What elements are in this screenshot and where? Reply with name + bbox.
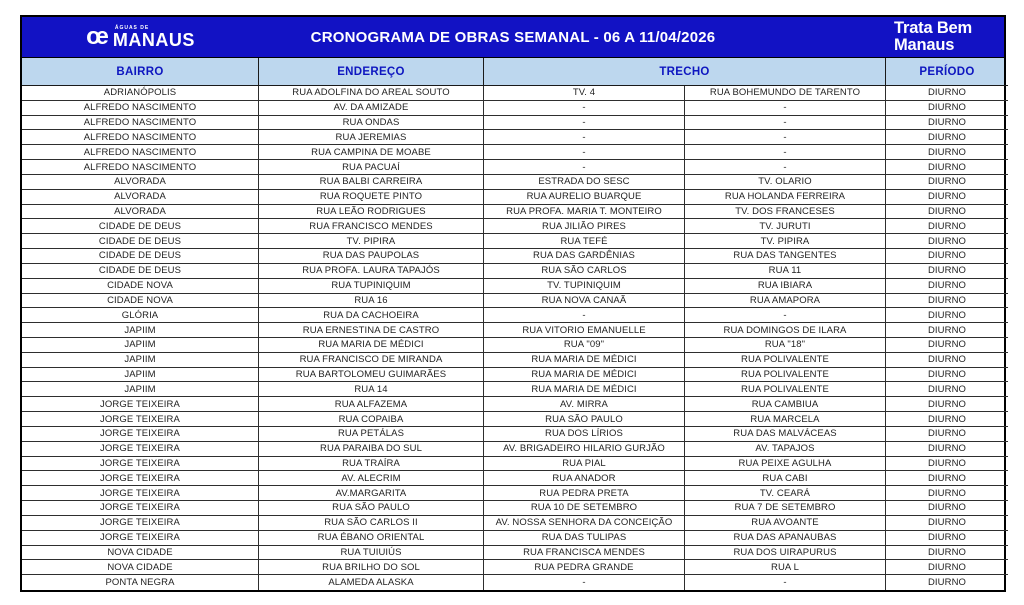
bairro-cell: ADRIANÓPOLIS [22,86,259,101]
trecho-end-cell: RUA AVOANTE [685,516,886,531]
table-body [22,86,1004,590]
trecho-start-cell: RUA VITORIO EMANUELLE [484,323,685,338]
periodo-cell: DIURNO [886,427,1008,442]
periodo-cell: DIURNO [886,101,1008,116]
table-row [22,471,1008,486]
endereco-cell: ALAMEDA ALASKA [259,575,484,590]
trecho-end-cell: TV. PIPIRA [685,234,886,249]
trecho-start-cell: RUA SÃO CARLOS [484,264,685,279]
endereco-cell: RUA BALBI CARREIRA [259,175,484,190]
bairro-cell: ALVORADA [22,190,259,205]
bairro-cell: NOVA CIDADE [22,560,259,575]
bairro-cell: ALFREDO NASCIMENTO [22,130,259,145]
table-row [22,279,1008,294]
table-row [22,190,1008,205]
trecho-end-cell: - [685,308,886,323]
aegea-ae-icon: œ [86,23,107,50]
periodo-cell: DIURNO [886,279,1008,294]
endereco-cell: RUA PETÁLAS [259,427,484,442]
logo-top-label: ÁGUAS DE [114,25,150,31]
periodo-cell: DIURNO [886,160,1008,175]
trecho-start-cell: - [484,116,685,131]
endereco-cell: RUA FRANCISCO DE MIRANDA [259,353,484,368]
periodo-cell: DIURNO [886,412,1008,427]
trecho-end-cell: RUA MARCELA [685,412,886,427]
table-row [22,353,1008,368]
periodo-cell: DIURNO [886,264,1008,279]
bairro-cell: JAPIIM [22,382,259,397]
endereco-cell: AV. DA AMIZADE [259,101,484,116]
trecho-end-cell: RUA L [685,560,886,575]
trecho-start-cell: AV. NOSSA SENHORA DA CONCEIÇÃO [484,516,685,531]
trecho-end-cell: RUA 11 [685,264,886,279]
trecho-end-cell: RUA DAS TANGENTES [685,249,886,264]
trecho-end-cell: - [685,160,886,175]
endereco-cell: RUA ONDAS [259,116,484,131]
trecho-start-cell: RUA DAS TULIPAS [484,531,685,546]
column-header-bairro: BAIRRO [22,58,259,86]
periodo-cell: DIURNO [886,486,1008,501]
trecho-start-cell: RUA NOVA CANAÃ [484,294,685,309]
trecho-start-cell: RUA MARIA DE MÉDICI [484,353,685,368]
periodo-cell: DIURNO [886,145,1008,160]
bairro-cell: ALFREDO NASCIMENTO [22,160,259,175]
table-row [22,308,1008,323]
bairro-cell: CIDADE NOVA [22,294,259,309]
table-row [22,160,1008,175]
periodo-cell: DIURNO [886,338,1008,353]
periodo-cell: DIURNO [886,368,1008,383]
bairro-cell: JORGE TEIXEIRA [22,397,259,412]
bairro-cell: CIDADE DE DEUS [22,234,259,249]
bairro-cell: JORGE TEIXEIRA [22,471,259,486]
endereco-cell: RUA ERNESTINA DE CASTRO [259,323,484,338]
table-row [22,130,1008,145]
trecho-start-cell: AV. BRIGADEIRO HILARIO GURJÃO [484,442,685,457]
trecho-start-cell: RUA PIAL [484,457,685,472]
table-row [22,560,1008,575]
bairro-cell: ALVORADA [22,205,259,220]
table-row [22,86,1008,101]
table-row [22,368,1008,383]
table-row [22,531,1008,546]
table-header-row [22,58,1004,86]
trecho-start-cell: RUA ANADOR [484,471,685,486]
column-header-periodo: PERÍODO [886,58,1008,86]
trecho-start-cell: RUA AURELIO BUARQUE [484,190,685,205]
bairro-cell: ALFREDO NASCIMENTO [22,145,259,160]
trecho-start-cell: - [484,145,685,160]
trecho-start-cell: RUA SÃO PAULO [484,412,685,427]
periodo-cell: DIURNO [886,219,1008,234]
endereco-cell: RUA JEREMIAS [259,130,484,145]
table-row [22,427,1008,442]
endereco-cell: RUA TUIUIÚS [259,546,484,561]
table-row [22,338,1008,353]
bairro-cell: JAPIIM [22,323,259,338]
endereco-cell: RUA MARIA DE MÉDICI [259,338,484,353]
trecho-start-cell: RUA MARIA DE MÉDICI [484,368,685,383]
table-row [22,457,1008,472]
table-row [22,323,1008,338]
periodo-cell: DIURNO [886,130,1008,145]
trecho-end-cell: RUA POLIVALENTE [685,382,886,397]
table-row [22,205,1008,220]
bairro-cell: JORGE TEIXEIRA [22,501,259,516]
endereco-cell: RUA DA CACHOEIRA [259,308,484,323]
endereco-cell: TV. PIPIRA [259,234,484,249]
trecho-start-cell: RUA PEDRA PRETA [484,486,685,501]
logo-name: MANAUS [112,30,195,50]
bairro-cell: JORGE TEIXEIRA [22,531,259,546]
trecho-start-cell: RUA DOS LÍRIOS [484,427,685,442]
trecho-end-cell: RUA DOMINGOS DE ILARA [685,323,886,338]
bairro-cell: JORGE TEIXEIRA [22,442,259,457]
trecho-start-cell: RUA PROFA. MARIA T. MONTEIRO [484,205,685,220]
periodo-cell: DIURNO [886,382,1008,397]
trecho-start-cell: TV. 4 [484,86,685,101]
table-row [22,412,1008,427]
bairro-cell: JORGE TEIXEIRA [22,516,259,531]
table-row [22,575,1008,590]
periodo-cell: DIURNO [886,86,1008,101]
trecho-end-cell: TV. JURUTI [685,219,886,234]
endereco-cell: RUA ROQUETE PINTO [259,190,484,205]
bairro-cell: JORGE TEIXEIRA [22,412,259,427]
trecho-start-cell: RUA JILIÃO PIRES [484,219,685,234]
trecho-start-cell: - [484,575,685,590]
trecho-start-cell: RUA FRANCISCA MENDES [484,546,685,561]
table-row [22,294,1008,309]
table-row [22,546,1008,561]
brand-line2: Manaus [894,36,955,54]
trecho-end-cell: RUA DOS UIRAPURUS [685,546,886,561]
endereco-cell: RUA COPAIBA [259,412,484,427]
trecho-start-cell: AV. MIRRA [484,397,685,412]
trecho-end-cell: - [685,145,886,160]
trecho-start-cell: - [484,160,685,175]
table-row [22,516,1008,531]
table-row [22,219,1008,234]
bairro-cell: CIDADE DE DEUS [22,219,259,234]
column-header-endereco: ENDEREÇO [259,58,484,86]
bairro-cell: NOVA CIDADE [22,546,259,561]
periodo-cell: DIURNO [886,323,1008,338]
periodo-cell: DIURNO [886,560,1008,575]
trecho-end-cell: RUA HOLANDA FERREIRA [685,190,886,205]
endereco-cell: RUA TRAÍRA [259,457,484,472]
endereco-cell: AV.MARGARITA [259,486,484,501]
bairro-cell: JAPIIM [22,338,259,353]
trecho-start-cell: - [484,130,685,145]
bairro-cell: CIDADE NOVA [22,279,259,294]
periodo-cell: DIURNO [886,234,1008,249]
trecho-start-cell: RUA MARIA DE MÉDICI [484,382,685,397]
endereco-cell: RUA ÉBANO ORIENTAL [259,531,484,546]
trecho-start-cell: ESTRADA DO SESC [484,175,685,190]
periodo-cell: DIURNO [886,501,1008,516]
periodo-cell: DIURNO [886,205,1008,220]
bairro-cell: JORGE TEIXEIRA [22,427,259,442]
endereco-cell: RUA 16 [259,294,484,309]
table-row [22,382,1008,397]
trecho-start-cell: - [484,101,685,116]
bairro-cell: ALVORADA [22,175,259,190]
bairro-cell: GLÓRIA [22,308,259,323]
endereco-cell: RUA DAS PAUPOLAS [259,249,484,264]
trecho-start-cell: RUA "09" [484,338,685,353]
endereco-cell: RUA SÃO PAULO [259,501,484,516]
table-row [22,145,1008,160]
trecho-start-cell: TV. TUPINIQUIM [484,279,685,294]
periodo-cell: DIURNO [886,116,1008,131]
endereco-cell: AV. ALECRIM [259,471,484,486]
bairro-cell: ALFREDO NASCIMENTO [22,101,259,116]
bairro-cell: JORGE TEIXEIRA [22,486,259,501]
trecho-end-cell: - [685,130,886,145]
endereco-cell: RUA LEÃO RODRIGUES [259,205,484,220]
endereco-cell: RUA BRILHO DO SOL [259,560,484,575]
periodo-cell: DIURNO [886,546,1008,561]
endereco-cell: RUA TUPINIQUIM [259,279,484,294]
trecho-end-cell: TV. DOS FRANCESES [685,205,886,220]
trecho-start-cell: RUA 10 DE SETEMBRO [484,501,685,516]
bairro-cell: JAPIIM [22,368,259,383]
trecho-start-cell: RUA DAS GARDÊNIAS [484,249,685,264]
endereco-cell: RUA PROFA. LAURA TAPAJÓS [259,264,484,279]
endereco-cell: RUA CAMPINA DE MOABE [259,145,484,160]
table-row [22,116,1008,131]
trata-bem-manaus-brand [894,17,1008,57]
trecho-end-cell: RUA CABI [685,471,886,486]
endereco-cell: RUA 14 [259,382,484,397]
periodo-cell: DIURNO [886,190,1008,205]
periodo-cell: DIURNO [886,308,1008,323]
bairro-cell: PONTA NEGRA [22,575,259,590]
trecho-start-cell: RUA TEFÉ [484,234,685,249]
periodo-cell: DIURNO [886,353,1008,368]
trecho-end-cell: TV. OLARIO [685,175,886,190]
table-row [22,397,1008,412]
table-row [22,486,1008,501]
trecho-end-cell: - [685,575,886,590]
periodo-cell: DIURNO [886,457,1008,472]
bairro-cell: CIDADE DE DEUS [22,249,259,264]
periodo-cell: DIURNO [886,175,1008,190]
periodo-cell: DIURNO [886,249,1008,264]
table-row [22,264,1008,279]
table-row [22,249,1008,264]
trecho-end-cell: RUA BOHEMUNDO DE TARENTO [685,86,886,101]
table-row [22,101,1008,116]
periodo-cell: DIURNO [886,516,1008,531]
endereco-cell: RUA FRANCISCO MENDES [259,219,484,234]
trecho-end-cell: RUA AMAPORA [685,294,886,309]
trecho-start-cell: RUA PEDRA GRANDE [484,560,685,575]
page-title: CRONOGRAMA DE OBRAS SEMANAL - 06 A 11/04/2026 [310,28,716,46]
trecho-start-cell: - [484,308,685,323]
periodo-cell: DIURNO [886,471,1008,486]
trecho-end-cell: - [685,101,886,116]
periodo-cell: DIURNO [927,577,967,589]
schedule-sheet [20,15,1006,592]
trecho-end-cell: RUA POLIVALENTE [685,353,886,368]
brand-line1: Trata Bem [894,18,972,37]
trecho-end-cell: RUA DAS MALVÁCEAS [685,427,886,442]
trecho-end-cell: RUA 7 DE SETEMBRO [685,501,886,516]
bairro-cell: ALFREDO NASCIMENTO [22,116,259,131]
periodo-cell: DIURNO [886,442,1008,457]
endereco-cell: RUA SÃO CARLOS II [259,516,484,531]
table-row [22,175,1008,190]
endereco-cell: RUA PARAIBA DO SUL [259,442,484,457]
table-row [22,501,1008,516]
periodo-cell: DIURNO [886,294,1008,309]
endereco-cell: RUA BARTOLOMEU GUIMARÃES [259,368,484,383]
endereco-cell: RUA ALFAZEMA [259,397,484,412]
bairro-cell: JORGE TEIXEIRA [22,457,259,472]
bairro-cell: CIDADE DE DEUS [22,264,259,279]
trecho-end-cell: RUA POLIVALENTE [685,368,886,383]
bairro-cell: JAPIIM [22,353,259,368]
trecho-end-cell: AV. TAPAJOS [685,442,886,457]
trecho-end-cell: TV. CEARÁ [685,486,886,501]
table-row [22,442,1008,457]
trecho-end-cell: RUA IBIARA [685,279,886,294]
banner [22,17,1004,58]
trecho-end-cell: - [685,116,886,131]
periodo-cell: DIURNO [886,531,1008,546]
endereco-cell: RUA PACUAÍ [259,160,484,175]
trecho-end-cell: RUA PEIXE AGULHA [685,457,886,472]
trecho-end-cell: RUA "18" [685,338,886,353]
periodo-cell: DIURNO [886,397,1008,412]
trecho-end-cell: RUA DAS APANAUBAS [685,531,886,546]
table-row [22,234,1008,249]
column-header-trecho: TRECHO [484,58,886,86]
trecho-end-cell: RUA CAMBIUA [685,397,886,412]
endereco-cell: RUA ADOLFINA DO AREAL SOUTO [259,86,484,101]
